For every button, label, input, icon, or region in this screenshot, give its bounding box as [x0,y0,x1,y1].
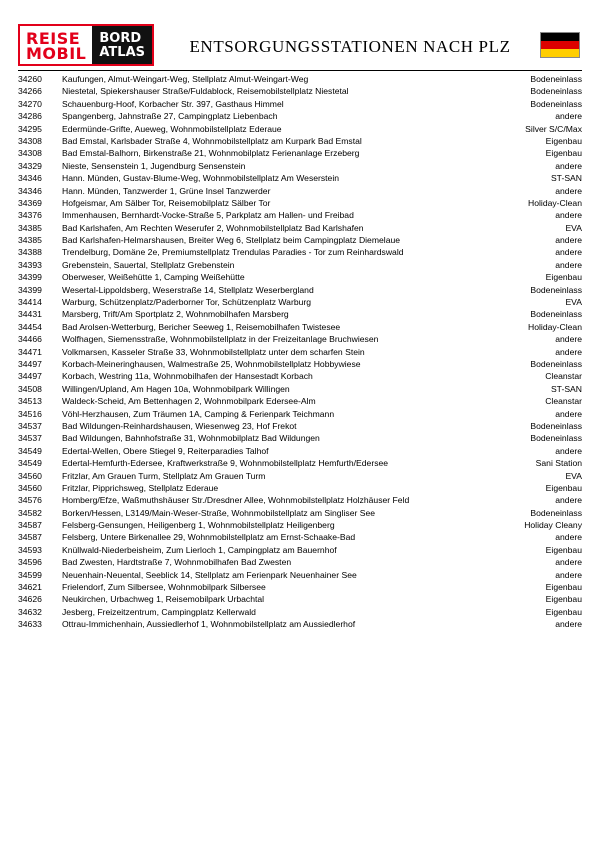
cell-description: Spangenberg, Jahnstraße 27, Campingplatz Liebenbach [62,111,278,122]
cell-service: Eigenbau [545,135,582,146]
table-row [18,247,582,259]
cell-plz: 34471 [18,346,42,357]
table-row [18,545,582,557]
cell-description: Homberg/Efze, Waßmuthshäuser Str./Dresdner Allee, Wohnmobilstellplatz Holzhäuser Feld [62,495,410,506]
cell-description: Hann. Münden, Gustav-Blume-Weg, Wohnmobilstellplatz Am Weserstein [62,173,340,184]
cell-plz: 34385 [18,235,42,246]
cell-service: Bodeneinlass [530,433,582,444]
cell-service: Silver S/C/Max [525,123,582,134]
cell-plz: 34599 [18,569,42,580]
cell-description: Wolfhagen, Siemensstraße, Wohnmobilstellplatz in der Freizeitanlage Bruchwiesen [62,334,379,345]
table-row [18,532,582,544]
cell-service: Holiday-Clean [528,321,582,332]
cell-description: Bad Zwesten, Hardtstraße 7, Wohnmobilhafen Bad Zwesten [62,557,292,568]
cell-service: ST-SAN [550,173,582,184]
table-row [18,421,582,433]
cell-plz: 34596 [18,557,42,568]
table-row [18,173,582,185]
table-row [18,285,582,297]
table-row [18,570,582,582]
cell-description: Korbach, Westring 11a, Wohnmobilhafen der Hansestadt Korbach [62,371,313,382]
cell-plz: 34537 [18,433,42,444]
cell-plz: 34560 [18,470,42,481]
cell-service: andere [555,532,582,543]
cell-plz: 34260 [18,74,42,84]
cell-service: andere [555,210,582,221]
table-row [18,582,582,594]
table-row [18,557,582,569]
cell-description: Hann. Münden, Tanzwerder 1, Grüne Insel Tanzwerder [62,185,271,196]
entries-table-body [18,74,582,632]
table-row [18,272,582,284]
table-row [18,99,582,111]
table-row [18,495,582,507]
bordatlas-logo [92,26,152,64]
cell-service: Holiday Cleany [524,520,582,531]
logo-line-2: MOBIL [26,44,87,63]
cell-description: Ottrau-Immichenhain, Aussiedlerhof 1, Wohnmobilstellplatz am Aussiedlerhof [62,619,356,630]
cell-plz: 34270 [18,98,42,109]
cell-plz: 34346 [18,185,42,196]
table-row [18,433,582,445]
cell-plz: 34582 [18,507,42,518]
table-row [18,508,582,520]
cell-plz: 34454 [18,321,42,332]
cell-plz: 34329 [18,160,42,171]
cell-service: andere [555,569,582,580]
cell-service: Bodeneinlass [530,98,582,109]
cell-service: Bodeneinlass [530,284,582,295]
table-row [18,471,582,483]
cell-plz: 34376 [18,210,42,221]
table-row [18,210,582,222]
table-row [18,371,582,383]
logo-bord-line-1: BORD [99,31,142,46]
cell-service: andere [555,235,582,246]
cell-description: Borken/Hessen, L3149/Main-Weser-Straße, Wohnmobilstellplatz am Singliser See [62,507,376,518]
cell-service: andere [555,185,582,196]
cell-description: Bad Wildungen-Reinhardshausen, Wiesenweg 23, Hof Frekot [62,420,297,431]
table-row [18,458,582,470]
cell-plz: 34286 [18,111,42,122]
cell-service: andere [555,346,582,357]
cell-service: ST-SAN [550,383,582,394]
german-flag-icon [540,32,580,58]
cell-plz: 34497 [18,371,42,382]
cell-plz: 34549 [18,445,42,456]
cell-description: Vöhl-Herzhausen, Zum Träumen 1A, Camping & Ferienpark Teichmann [62,408,335,419]
page-header [18,22,582,68]
cell-description: Bad Karlshafen-Helmarshausen, Breiter Weg 6, Stellplatz beim Campingplatz Diemelaue [62,235,401,246]
cell-description: Immenhausen, Bernhardt-Vocke-Straße 5, Parkplatz am Hallen- und Freibad [62,210,354,221]
cell-service: Eigenbau [545,482,582,493]
table-row [18,322,582,334]
cell-description: Schauenburg-Hoof, Korbacher Str. 397, Gasthaus Himmel [62,98,284,109]
cell-service: Eigenbau [545,582,582,593]
cell-plz: 34414 [18,297,42,308]
cell-plz: 34587 [18,532,42,543]
table-row [18,111,582,123]
cell-description: Grebenstein, Sauertal, Stellplatz Grebenstein [62,259,235,270]
cell-description: Neukirchen, Urbachweg 1, Reisemobilpark Urbachtal [62,594,265,605]
cell-description: Bad Arolsen-Wetterburg, Bericher Seeweg 1, Reisemobilhafen Twistesee [62,321,341,332]
cell-service: Eigenbau [545,606,582,617]
cell-description: Oberweser, Weißehütte 1, Camping Weißehütte [62,272,245,283]
cell-service: EVA [565,222,582,233]
cell-plz: 34497 [18,358,42,369]
cell-service: andere [555,619,582,630]
cell-service: Bodeneinlass [530,309,582,320]
cell-plz: 34346 [18,173,42,184]
cell-plz: 34431 [18,309,42,320]
cell-service: Eigenbau [545,272,582,283]
cell-description: Nieste, Sensenstein 1, Jugendburg Sensenstein [62,160,246,171]
table-row [18,520,582,532]
cell-plz: 34388 [18,247,42,258]
cell-description: Bad Emstal-Balhorn, Birkenstraße 21, Wohnmobilplatz Ferienanlage Erzeberg [62,148,360,159]
cell-service: andere [555,160,582,171]
table-row [18,161,582,173]
table-row [18,124,582,136]
cell-plz: 34560 [18,482,42,493]
cell-description: Fritzlar, Pipprichsweg, Stellplatz Ederaue [62,482,219,493]
cell-description: Kaufungen, Almut-Weingart-Weg, Stellplatz Almut-Weingart-Weg [62,74,309,84]
table-row [18,334,582,346]
table-row [18,619,582,631]
cell-plz: 34508 [18,383,42,394]
table-row [18,297,582,309]
cell-description: Marsberg, Trift/Am Sportplatz 2, Wohnmobilhafen Marsberg [62,309,289,320]
table-row [18,136,582,148]
table-row [18,483,582,495]
cell-description: Felsberg-Gensungen, Heiligenberg 1, Wohnmobilstellplatz Heiligenberg [62,520,335,531]
cell-service: Cleanstar [545,396,582,407]
cell-plz: 34516 [18,408,42,419]
table-row [18,384,582,396]
cell-description: Neuenhain-Neuental, Seeblick 14, Stellplatz am Ferienpark Neuenhainer See [62,569,357,580]
cell-service: EVA [565,297,582,308]
cell-description: Trendelburg, Domäne 2e, Premiumstellplatz Trendulas Paradies - Tor zum Reinhardswald [62,247,404,258]
table-row [18,74,582,86]
cell-plz: 34393 [18,259,42,270]
cell-plz: 34266 [18,86,42,97]
cell-description: Frielendorf, Zum Silbersee, Wohnmobilpark Silbersee [62,582,266,593]
cell-plz: 34308 [18,148,42,159]
table-row [18,347,582,359]
table-row [18,186,582,198]
cell-description: Edertal-Wellen, Obere Stiegel 9, Reiterparadies Talhof [62,445,269,456]
cell-description: Niestetal, Spiekershauser Straße/Fuldablock, Reisemobilstellplatz Niestetal [62,86,349,97]
entries-table [18,74,582,632]
cell-plz: 34399 [18,284,42,295]
cell-service: andere [555,247,582,258]
cell-plz: 34549 [18,458,42,469]
cell-plz: 34295 [18,123,42,134]
cell-service: Holiday-Clean [528,197,582,208]
cell-plz: 34369 [18,197,42,208]
table-row [18,396,582,408]
table-row [18,359,582,371]
cell-description: Hofgeismar, Am Sälber Tor, Reisemobilplatz Sälber Tor [62,197,271,208]
cell-description: Edertal-Hemfurth-Edersee, Kraftwerkstraße 9, Wohnmobilstellplatz Hemfurth/Edersee [62,458,389,469]
table-row [18,260,582,272]
cell-plz: 34626 [18,594,42,605]
cell-service: EVA [565,470,582,481]
cell-description: Korbach-Meineringhausen, Walmestraße 25, Wohnmobilstellplatz Hobbywiese [62,358,361,369]
cell-plz: 34632 [18,606,42,617]
cell-service: Bodeneinlass [530,358,582,369]
reisemobil-logo [20,26,92,64]
cell-description: Bad Emstal, Karlsbader Straße 4, Wohnmobilstellplatz am Kurpark Bad Emstal [62,135,362,146]
cell-description: Volkmarsen, Kasseler Straße 33, Wohnmobilstellplatz unter dem scharfen Stein [62,346,365,357]
cell-description: Waldeck-Scheid, Am Bettenhagen 2, Wohnmobilpark Edersee-Alm [62,396,316,407]
cell-service: Bodeneinlass [530,507,582,518]
cell-plz: 34399 [18,272,42,283]
page-title: ENTSORGUNGSSTATIONEN NACH PLZ [189,37,511,56]
cell-plz: 34537 [18,420,42,431]
cell-description: Felsberg, Untere Birkenallee 29, Wohnmobilstellplatz am Ernst-Schaake-Bad [62,532,356,543]
cell-plz: 34593 [18,544,42,555]
cell-description: Bad Wildungen, Bahnhofstraße 31, Wohnmobilplatz Bad Wildungen [62,433,320,444]
cell-service: andere [555,111,582,122]
cell-plz: 34385 [18,222,42,233]
table-row [18,409,582,421]
cell-description: Warburg, Schützenplatz/Paderborner Tor, Schützenplatz Warburg [62,297,312,308]
table-row [18,309,582,321]
table-row [18,148,582,160]
logo-bord-line-2: ATLAS [99,45,146,60]
cell-service: andere [555,259,582,270]
cell-plz: 34466 [18,334,42,345]
cell-service: andere [555,557,582,568]
cell-service: Cleanstar [545,371,582,382]
cell-plz: 34621 [18,582,42,593]
brand-logo [18,24,154,66]
cell-plz: 34633 [18,619,42,630]
table-row [18,86,582,98]
cell-description: Jesberg, Freizeitzentrum, Campingplatz Kellerwald [62,606,256,617]
cell-service: Bodeneinlass [530,420,582,431]
logo-line-1: REISE [26,29,81,48]
cell-description: Wesertal-Lippoldsberg, Weserstraße 14, Stellplatz Weserbergland [62,284,314,295]
cell-description: Willingen/Upland, Am Hagen 10a, Wohnmobilpark Willingen [62,383,290,394]
cell-description: Edermünde-Grifte, Aueweg, Wohnmobilstellplatz Ederaue [62,123,282,134]
cell-description: Knüllwald-Niederbeisheim, Zum Lierloch 1, Campingplatz am Bauernhof [62,544,337,555]
cell-service: Eigenbau [545,148,582,159]
cell-service: Bodeneinlass [530,74,582,84]
cell-service: andere [555,334,582,345]
header-divider [18,70,582,71]
cell-service: andere [555,495,582,506]
table-row [18,607,582,619]
table-row [18,594,582,606]
cell-description: Bad Karlshafen, Am Rechten Weserufer 2, Wohnmobilstellplatz Bad Karlshafen [62,222,364,233]
cell-service: Eigenbau [545,594,582,605]
table-row [18,446,582,458]
cell-service: andere [555,445,582,456]
cell-service: Eigenbau [545,544,582,555]
cell-service: Sani Station [535,458,582,469]
cell-plz: 34513 [18,396,42,407]
cell-plz: 34308 [18,135,42,146]
table-row [18,198,582,210]
cell-plz: 34587 [18,520,42,531]
table-row [18,235,582,247]
cell-service: Bodeneinlass [530,86,582,97]
table-row [18,223,582,235]
cell-service: andere [555,408,582,419]
cell-plz: 34576 [18,495,42,506]
cell-description: Fritzlar, Am Grauen Turm, Stellplatz Am Grauen Turm [62,470,266,481]
